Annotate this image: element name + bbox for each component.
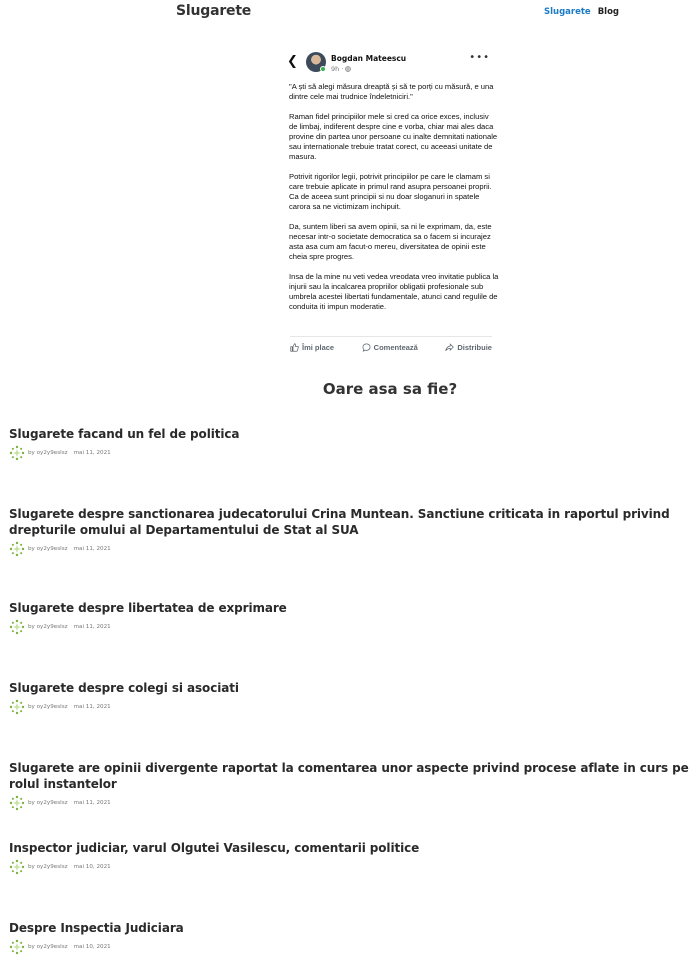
post-meta [9, 795, 700, 811]
fb-paragraph: "A ști să alegi măsura dreaptă și să te porți cu măsură, e una dintre cele mai trudnice îndeletniciri." [289, 82, 494, 101]
post-meta [9, 859, 700, 875]
list-item [9, 600, 700, 635]
post-author[interactable]: by oy2y9eslsz [28, 450, 68, 456]
fb-paragraph: Da, suntem liberi sa avem opinii, sa ni le exprimam, da, este necesar intr-o societate democratica sa o facem si incurajez asta asa cum am facut-o mereu, diversitatea de opinii este cheia spre progres. [289, 222, 492, 261]
fb-post-time: 9h · [331, 65, 351, 73]
fb-paragraph: Raman fidel principiilor mele si cred ca orice exces, inclusiv de limbaj, indiferent despre cine e vorba, chiar mai ales daca provine din partea unor persoane cu inalte demnitati nationale sau internationale trebuie tratat corect, cu aceeasi unitate de masura. [289, 112, 498, 161]
fb-paragraph: Insa de la mine nu veti vedea vreodata vreo invitatie publica la injurii sau la incalcarea propriilor obligatii profesionale sub umbrela acestei libertati fundamentale, atunci cand regulile de conduita iti impun moderatie. [289, 272, 499, 311]
post-title-link[interactable]: Slugarete facand un fel de politica [9, 427, 240, 441]
site-title[interactable]: Slugarete [176, 3, 252, 19]
fb-like-action: Îmi place [290, 343, 334, 352]
post-meta [9, 619, 700, 635]
post-title-link[interactable]: Inspector judiciar, varul Olgutei Vasilescu, comentarii politice [9, 841, 420, 855]
main-nav [544, 7, 619, 17]
list-item [9, 506, 700, 557]
fb-share-action: Distribuie [445, 343, 492, 352]
post-title-link[interactable]: Slugarete are opinii divergente raportat la comentarea unor aspecte privind procese aflate in curs pe rolul instantelor [9, 761, 689, 791]
list-item [9, 920, 700, 955]
fb-action-bar [290, 336, 492, 352]
post-author[interactable]: by oy2y9eslsz [28, 704, 68, 710]
post-author[interactable]: by oy2y9eslsz [28, 546, 68, 552]
site-header [0, 0, 700, 26]
post-date: mai 11, 2021 [73, 800, 111, 806]
nav-item-slugarete[interactable]: Slugarete [544, 7, 591, 17]
more-options-icon: ••• [469, 52, 490, 63]
section-title: Oare asa sa fie? [322, 380, 458, 398]
author-avatar-icon [9, 939, 25, 955]
author-avatar-icon [9, 699, 25, 715]
post-author[interactable]: by oy2y9eslsz [28, 864, 68, 870]
thumbs-up-icon [290, 343, 299, 352]
list-item [9, 760, 700, 811]
post-date: mai 11, 2021 [73, 450, 111, 456]
fb-post-body [289, 82, 499, 322]
post-title-link[interactable]: Slugarete despre sanctionarea judecatorului Crina Muntean. Sanctiune criticata in raportul privind drepturile omului al Departamentului de Stat al SUA [9, 507, 670, 537]
comment-icon [362, 343, 371, 352]
globe-icon [345, 66, 351, 72]
nav-item-blog[interactable]: Blog [597, 7, 620, 17]
post-date: mai 10, 2021 [73, 944, 111, 950]
fb-comment-action: Comentează [362, 343, 418, 352]
post-date: mai 10, 2021 [73, 864, 111, 870]
post-author[interactable]: by oy2y9eslsz [28, 624, 68, 630]
post-meta [9, 541, 700, 557]
author-avatar-icon [9, 445, 25, 461]
fb-paragraph: Potrivit rigorilor legii, potrivit principiilor pe care le clamam si care trebuie aplicate in primul rand asupra persoanei proprii. Ca de aceea sunt principii si nu doar sloganuri in spatele carora sa ne victimizam inchipuit. [289, 172, 492, 211]
post-title-link[interactable]: Slugarete despre colegi si asociati [9, 681, 239, 695]
list-item [9, 426, 700, 461]
online-status-icon [320, 66, 326, 72]
post-date: mai 11, 2021 [73, 546, 111, 552]
post-date: mai 11, 2021 [73, 624, 111, 630]
fb-post-header [284, 44, 496, 80]
post-date: mai 11, 2021 [73, 704, 111, 710]
post-title-link[interactable]: Despre Inspectia Judiciara [9, 921, 184, 935]
post-title-link[interactable]: Slugarete despre libertatea de exprimare [9, 601, 287, 615]
author-avatar-icon [9, 541, 25, 557]
back-arrow-icon: ❮ [287, 54, 298, 69]
fb-author-name: Bogdan Mateescu [331, 54, 407, 63]
author-avatar-icon [9, 795, 25, 811]
share-icon [445, 343, 454, 352]
post-meta [9, 445, 700, 461]
post-meta [9, 699, 700, 715]
post-author[interactable]: by oy2y9eslsz [28, 944, 68, 950]
facebook-post-image [284, 44, 499, 356]
post-meta [9, 939, 700, 955]
list-item [9, 840, 700, 875]
list-item [9, 680, 700, 715]
author-avatar-icon [9, 619, 25, 635]
post-author[interactable]: by oy2y9eslsz [28, 800, 68, 806]
author-avatar-icon [9, 859, 25, 875]
